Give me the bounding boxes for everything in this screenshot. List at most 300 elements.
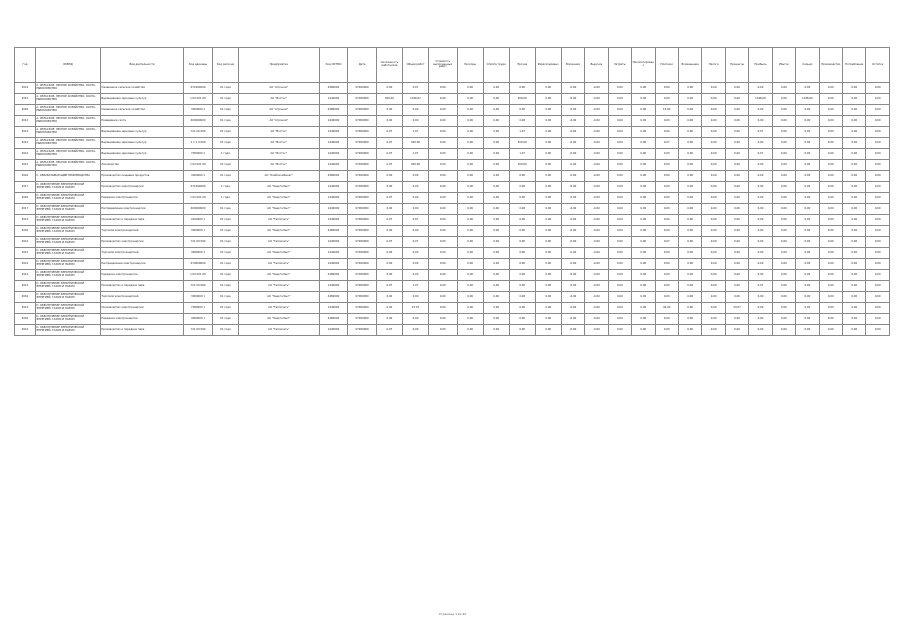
table-cell: А. СЕЛЬСКОЕ, ЛЕСНОЕ ХОЗЯЙСТВО, ОХОТА, РЫБОЛОВСТВО xyxy=(35,127,100,138)
table-cell: 0,00 xyxy=(608,171,631,182)
table-cell: 0,00 xyxy=(796,292,819,303)
table-cell: 1198,07 xyxy=(402,94,428,105)
table-cell: А. СЕЛЬСКОЕ, ЛЕСНОЕ ХОЗЯЙСТВО, ОХОТА, РЫБОЛОВСТВО xyxy=(35,160,100,171)
table-cell: 0,00 xyxy=(376,83,402,94)
table-cell: 4480000 xyxy=(319,314,348,325)
table-cell: 2012 xyxy=(15,325,36,336)
table-cell: 1,07 xyxy=(509,149,535,160)
table-cell: 1 года xyxy=(212,182,238,193)
table-cell: Производство и передача пара xyxy=(100,281,183,292)
table-cell: 0,00 xyxy=(535,94,561,105)
table-row xyxy=(15,226,890,237)
table-cell: 1440000 xyxy=(319,138,348,149)
column-header: Предприятие xyxy=(238,48,319,83)
table-cell: 0,00 xyxy=(632,182,655,193)
table-cell: 0,00 xyxy=(725,325,748,336)
table-cell: АО "Хлебокомбинат" xyxy=(238,171,319,182)
table-cell: 0,00 xyxy=(819,292,842,303)
table-cell: 0,00 xyxy=(457,127,483,138)
table-cell: 0,00 xyxy=(796,226,819,237)
table-cell: 07000000 xyxy=(348,171,377,182)
table-cell: 0,07 xyxy=(655,237,678,248)
table-cell: 4480000 xyxy=(319,83,348,94)
table-row xyxy=(15,237,890,248)
column-header: Объем работ xyxy=(402,48,428,83)
table-cell: 0,00 xyxy=(725,127,748,138)
table-cell: 0,00 xyxy=(457,149,483,160)
table-cell: 2014 xyxy=(15,270,36,281)
table-cell: АО "Теплосеть" xyxy=(238,259,319,270)
table-cell: 0,00 xyxy=(843,182,866,193)
table-cell: 0,00 xyxy=(819,193,842,204)
table-cell: Производство и передача пара xyxy=(100,325,183,336)
table-cell: 0,00 xyxy=(655,248,678,259)
table-cell: 1198,00 xyxy=(749,94,772,105)
table-cell: 0,00 xyxy=(702,325,725,336)
table-cell: 0,00 xyxy=(428,237,457,248)
table-cell: 07000000 xyxy=(348,226,377,237)
table-cell: 0,00 xyxy=(678,292,701,303)
table-cell: 0,00 xyxy=(796,127,819,138)
table-cell: 0,00 xyxy=(509,105,535,116)
table-cell: 0,07 xyxy=(749,127,772,138)
table-cell: 0,00 xyxy=(772,325,795,336)
table-cell: 0,07 xyxy=(376,325,402,336)
table-cell: 0,00 xyxy=(632,248,655,259)
table-cell: 0,00 xyxy=(428,83,457,94)
table-cell: 0,00 xyxy=(772,138,795,149)
table-cell: 0,00 xyxy=(843,171,866,182)
table-cell: 0,00 xyxy=(772,215,795,226)
table-cell: 0,00 xyxy=(749,83,772,94)
column-header: Код единицы xyxy=(184,48,213,83)
table-cell: 0,00 xyxy=(819,259,842,270)
table-cell: 0,00 xyxy=(725,94,748,105)
column-header: Прибыль xyxy=(749,48,772,83)
table-cell: 01 года xyxy=(212,292,238,303)
table-cell: 0,00 xyxy=(819,171,842,182)
table-cell: 0,00 xyxy=(608,292,631,303)
table-cell: 0,00 xyxy=(749,237,772,248)
column-header: Оплата труда xyxy=(483,48,509,83)
table-cell: 07000000 xyxy=(348,237,377,248)
table-cell: АО "Восток" xyxy=(238,149,319,160)
table-cell: 2012 xyxy=(15,138,36,149)
table-cell: АО "Энергосбыт" xyxy=(238,292,319,303)
table-cell: -0,00 xyxy=(561,182,584,193)
table-cell: 4000000 1 xyxy=(184,248,213,259)
table-cell: А. СЕЛЬСКОЕ, ЛЕСНОЕ ХОЗЯЙСТВО, ОХОТА, РЫБОЛОВСТВО xyxy=(35,138,100,149)
table-cell: 0,00 xyxy=(796,259,819,270)
table-cell: 0,00 xyxy=(402,171,428,182)
table-cell: D. ОБЕСПЕЧЕНИЕ ЭЛЕКТРИЧЕСКОЙ ЭНЕРГИЕЙ, ГАЗОМ И ПАРОМ xyxy=(35,226,100,237)
column-header: Производство xyxy=(819,48,842,83)
column-header: Убыток xyxy=(772,48,795,83)
table-cell: 0,00 xyxy=(402,193,428,204)
table-cell: 0,00 xyxy=(725,248,748,259)
column-header: Возмещение xyxy=(678,48,701,83)
table-cell: АО "Энергосбыт" xyxy=(238,248,319,259)
table-cell: 0,00 xyxy=(819,105,842,116)
table-cell: 400000000 xyxy=(184,204,213,215)
column-header: Численность работников xyxy=(376,48,402,83)
table-row xyxy=(15,138,890,149)
table-cell: -0,00 xyxy=(585,138,608,149)
table-cell: 0,00 xyxy=(608,149,631,160)
table-cell: 0,00 xyxy=(796,149,819,160)
table-cell: АО "Теплосеть" xyxy=(238,215,319,226)
table-cell: 0,00 xyxy=(457,270,483,281)
table-cell: 0,00 xyxy=(402,314,428,325)
table-cell: 0,00 xyxy=(678,193,701,204)
table-cell: 01 года xyxy=(212,160,238,171)
table-cell: 0,00 xyxy=(428,248,457,259)
table-cell: 0,00 xyxy=(866,138,890,149)
table-cell: 0,00 xyxy=(655,171,678,182)
table-cell: Производство электроэнергии xyxy=(100,303,183,314)
table-cell: 0,00 xyxy=(608,259,631,270)
table-cell: А. СЕЛЬСКОЕ, ЛЕСНОЕ ХОЗЯЙСТВО, ОХОТА, РЫБОЛОВСТВО xyxy=(35,83,100,94)
table-cell: АО "Энергосбыт" xyxy=(238,270,319,281)
table-cell: 0,00 xyxy=(632,292,655,303)
table-cell: 0,00 xyxy=(428,138,457,149)
table-cell: 1,07 xyxy=(402,149,428,160)
table-row xyxy=(15,83,890,94)
table-cell: 0,00 xyxy=(483,270,509,281)
table-cell: 0,00 xyxy=(772,314,795,325)
table-cell: АО "Восток" xyxy=(238,138,319,149)
table-cell: 0,00 xyxy=(428,226,457,237)
table-cell: А. СЕЛЬСКОЕ, ЛЕСНОЕ ХОЗЯЙСТВО, ОХОТА, РЫБОЛОВСТВО xyxy=(35,116,100,127)
table-cell: -0,00 xyxy=(585,149,608,160)
table-cell: 0,07 xyxy=(376,193,402,204)
table-cell: 0,00 xyxy=(678,94,701,105)
table-cell: 0,00 xyxy=(702,303,725,314)
table-cell: 0,00 xyxy=(457,259,483,270)
table-cell: 07000000 xyxy=(348,314,377,325)
table-cell: 0,07 xyxy=(376,237,402,248)
table-cell: 0,00 xyxy=(655,204,678,215)
table-cell: 0,07 xyxy=(376,281,402,292)
table-cell: 07000000 xyxy=(348,193,377,204)
table-cell: 0,00 xyxy=(866,259,890,270)
table-cell: 0100000 1 xyxy=(184,215,213,226)
table-cell: 0,00 xyxy=(376,182,402,193)
table-cell: 3004000 1 xyxy=(184,171,213,182)
table-cell: 2012 xyxy=(15,259,36,270)
table-cell: 0,00 xyxy=(843,292,866,303)
table-cell: 01 года xyxy=(212,226,238,237)
table-cell: 0,00 xyxy=(428,149,457,160)
table-cell: 0,00 xyxy=(402,204,428,215)
table-cell: 0,00 xyxy=(702,149,725,160)
table-cell: 0,00 xyxy=(702,171,725,182)
column-header: Вложения xyxy=(561,48,584,83)
table-cell: 1 года xyxy=(212,149,238,160)
table-cell: 0,00 xyxy=(632,193,655,204)
table-cell: 2012 xyxy=(15,116,36,127)
table-cell: 0,00 xyxy=(772,281,795,292)
table-cell: 0,00 xyxy=(535,270,561,281)
table-cell: 0,00 xyxy=(655,292,678,303)
table-cell: 2012 xyxy=(15,248,36,259)
table-cell: 4480000 xyxy=(319,270,348,281)
table-cell: Выращивание зерновых культур xyxy=(100,127,183,138)
table-cell: 0,00 xyxy=(608,248,631,259)
table-cell: 0,00 xyxy=(655,281,678,292)
table-cell: Y21 00 000 xyxy=(184,237,213,248)
table-cell: 0,00 xyxy=(678,248,701,259)
table-cell: 0,07 xyxy=(376,127,402,138)
table-cell: U12 001 00 xyxy=(184,193,213,204)
table-cell: Распределение электроэнергии xyxy=(100,259,183,270)
table-cell: -0,00 xyxy=(585,160,608,171)
table-cell: 07000000 xyxy=(348,248,377,259)
table-cell: 0,00 xyxy=(632,204,655,215)
table-cell: 0,00 xyxy=(866,270,890,281)
table-cell: 0,00 xyxy=(457,193,483,204)
table-cell: 0,00 xyxy=(866,226,890,237)
table-cell: D. ОБЕСПЕЧЕНИЕ ЭЛЕКТРИЧЕСКОЙ ЭНЕРГИЕЙ, ГАЗОМ И ПАРОМ xyxy=(35,270,100,281)
table-cell: 0,00 xyxy=(772,171,795,182)
table-cell: 0,00 xyxy=(866,193,890,204)
table-cell: 0,00 xyxy=(702,160,725,171)
column-header: Затраты xyxy=(608,48,631,83)
table-cell: 0,00 xyxy=(509,292,535,303)
table-cell: АО "Агроном" xyxy=(238,83,319,94)
table-cell: 0,00 xyxy=(483,303,509,314)
table-cell: 0,00 xyxy=(796,270,819,281)
table-cell: 0,00 xyxy=(457,204,483,215)
column-header: Вид деятельности xyxy=(100,48,183,83)
table-cell: 0,00 xyxy=(608,116,631,127)
table-cell: 01 года xyxy=(212,237,238,248)
table-row xyxy=(15,105,890,116)
table-cell: 1440000 xyxy=(319,94,348,105)
table-cell: 0,00 xyxy=(483,292,509,303)
column-header: Выручка xyxy=(585,48,608,83)
table-cell: 0,00 xyxy=(678,149,701,160)
table-cell: 0,00 xyxy=(457,314,483,325)
table-row xyxy=(15,193,890,204)
table-cell: Y21 00 000 xyxy=(184,281,213,292)
table-cell: 0,00 xyxy=(819,149,842,160)
table-cell: 0,00 xyxy=(819,325,842,336)
table-cell: 0,00 xyxy=(819,94,842,105)
table-cell: 0,07 xyxy=(376,215,402,226)
table-cell: -0,00 xyxy=(561,193,584,204)
table-cell: -0,00 xyxy=(561,127,584,138)
table-cell: 0,00 xyxy=(702,105,725,116)
table-cell: 0,00 xyxy=(678,182,701,193)
table-cell: 0,00 xyxy=(376,171,402,182)
table-cell: 0,00 xyxy=(376,116,402,127)
table-cell: 0,00 xyxy=(632,105,655,116)
table-cell: 2012 xyxy=(15,149,36,160)
table-cell: 0,00 xyxy=(866,292,890,303)
table-cell: 2012 xyxy=(15,281,36,292)
table-cell: 0,00 xyxy=(428,94,457,105)
table-cell: -0,00 xyxy=(585,325,608,336)
table-row xyxy=(15,248,890,259)
table-cell: 0,00 xyxy=(428,259,457,270)
table-cell: 0,00 xyxy=(725,105,748,116)
table-cell: 0,00 xyxy=(509,270,535,281)
table-cell: 07000000 xyxy=(348,83,377,94)
table-cell: -0,00 xyxy=(585,182,608,193)
table-cell: 0,00 xyxy=(796,116,819,127)
table-cell: АО "Агроном" xyxy=(238,116,319,127)
table-cell: 07000000 xyxy=(348,270,377,281)
table-cell: 0,00 xyxy=(678,215,701,226)
table-cell: 0,00 xyxy=(608,215,631,226)
table-cell: 0,00 xyxy=(772,237,795,248)
table-cell: 0,00 xyxy=(796,303,819,314)
table-cell: -0,00 xyxy=(585,127,608,138)
table-cell: 0,00 xyxy=(608,325,631,336)
table-cell: 0,00 xyxy=(843,215,866,226)
table-cell: 0,00 xyxy=(457,237,483,248)
table-cell: 0,00 xyxy=(509,259,535,270)
table-cell: 0,00 xyxy=(796,314,819,325)
table-cell: -0,00 xyxy=(585,292,608,303)
table-cell: 0,00 xyxy=(702,193,725,204)
table-cell: АО "Агроном" xyxy=(238,105,319,116)
table-cell: -0,00 xyxy=(561,105,584,116)
table-cell: 0,00 xyxy=(632,215,655,226)
column-header: Платежи xyxy=(655,48,678,83)
table-cell: 0,00 xyxy=(678,127,701,138)
table-cell: 0,00 xyxy=(632,226,655,237)
table-cell: 0,00 xyxy=(725,138,748,149)
table-cell: 2016 xyxy=(15,314,36,325)
table-cell: 0,00 xyxy=(457,116,483,127)
table-cell: Производство электроэнергии xyxy=(100,237,183,248)
table-cell: 0,00 xyxy=(702,83,725,94)
table-cell: 0,00 xyxy=(843,127,866,138)
column-header: Год xyxy=(15,48,36,83)
table-cell: D. ОБЕСПЕЧЕНИЕ ЭЛЕКТРИЧЕСКОЙ ЭНЕРГИЕЙ, ГАЗОМ И ПАРОМ xyxy=(35,325,100,336)
table-cell: 0,00 xyxy=(772,226,795,237)
table-cell: 07000000 xyxy=(348,105,377,116)
table-cell: 0,00 xyxy=(376,204,402,215)
table-cell: -0,00 xyxy=(561,149,584,160)
table-cell: 0,00 xyxy=(483,226,509,237)
table-cell: 300,00 xyxy=(509,94,535,105)
table-cell: 0,00 xyxy=(655,83,678,94)
table-cell: 0,00 xyxy=(843,281,866,292)
table-cell: 07000000 xyxy=(348,303,377,314)
table-cell: 36,00 xyxy=(655,303,678,314)
table-cell: 0,00 xyxy=(702,138,725,149)
table-cell: 0,00 xyxy=(678,138,701,149)
table-cell: -0,00 xyxy=(561,248,584,259)
table-cell: 2017 xyxy=(15,182,36,193)
table-cell: 0,00 xyxy=(428,204,457,215)
table-cell: 071004000 xyxy=(184,182,213,193)
table-cell: 07000000 xyxy=(348,259,377,270)
table-row xyxy=(15,94,890,105)
table-cell: 0,00 xyxy=(655,314,678,325)
table-cell: 0,00 xyxy=(678,171,701,182)
table-cell: 0,00 xyxy=(843,204,866,215)
table-cell: 0,00 xyxy=(608,281,631,292)
table-cell: 0,00 xyxy=(702,237,725,248)
table-cell: 01 года xyxy=(212,171,238,182)
table-cell: 01 года xyxy=(212,303,238,314)
table-cell: 4480000 xyxy=(319,226,348,237)
table-cell: 0,00 xyxy=(866,160,890,171)
table-cell: Производство и передача пара xyxy=(100,215,183,226)
table-cell: 1,07 xyxy=(402,281,428,292)
table-cell: -0,00 xyxy=(585,270,608,281)
table-cell: 0,00 xyxy=(702,116,725,127)
table-cell: 0,00 xyxy=(483,237,509,248)
table-cell: 0,00 xyxy=(843,270,866,281)
table-cell: 0,00 xyxy=(796,182,819,193)
table-cell: 0,07 xyxy=(402,237,428,248)
table-cell: 0,00 xyxy=(376,259,402,270)
table-row xyxy=(15,292,890,303)
table-cell: 0,00 xyxy=(535,138,561,149)
table-cell: 0,00 xyxy=(457,325,483,336)
table-cell: 15,00 xyxy=(655,105,678,116)
table-cell: -0,00 xyxy=(585,281,608,292)
table-cell: -0,00 xyxy=(585,116,608,127)
table-cell: 0,00 xyxy=(655,127,678,138)
table-cell: Торговля электроэнергией xyxy=(100,248,183,259)
table-cell: Выращивание зерновых культур xyxy=(100,149,183,160)
table-cell: 0,00 xyxy=(376,292,402,303)
table-cell: 0,00 xyxy=(428,116,457,127)
table-cell: 0,00 xyxy=(725,270,748,281)
table-cell: 0,00 xyxy=(509,171,535,182)
table-cell: 0,00 xyxy=(509,83,535,94)
table-cell: D. ОБЕСПЕЧЕНИЕ ЭЛЕКТРИЧЕСКОЙ ЭНЕРГИЕЙ, ГАЗОМ И ПАРОМ xyxy=(35,281,100,292)
table-cell: А. СЕЛЬСКОЕ, ЛЕСНОЕ ХОЗЯЙСТВО, ОХОТА, РЫБОЛОВСТВО xyxy=(35,105,100,116)
table-cell: 0,00 xyxy=(655,270,678,281)
table-cell: 3004000 1 xyxy=(184,105,213,116)
table-cell: 0,00 xyxy=(678,105,701,116)
table-cell: АО "Теплосеть" xyxy=(238,281,319,292)
table-cell: 07000000 xyxy=(348,138,377,149)
table-cell: 1 1 1 0 000 xyxy=(184,138,213,149)
table-cell: 0,00 xyxy=(702,292,725,303)
table-cell: U12 001 00 xyxy=(184,94,213,105)
table-cell: 1440000 xyxy=(319,248,348,259)
table-cell: 0,00 xyxy=(749,248,772,259)
table-cell: 0,00 xyxy=(866,204,890,215)
table-cell: 300,00 xyxy=(402,138,428,149)
table-cell: 0,00 xyxy=(702,127,725,138)
table-cell: 0,00 xyxy=(655,149,678,160)
table-cell: 0,00 xyxy=(843,325,866,336)
table-cell: 0,00 xyxy=(655,182,678,193)
table-cell: 0,00 xyxy=(702,248,725,259)
table-cell: 0,00 xyxy=(402,226,428,237)
table-cell: 01 года xyxy=(212,325,238,336)
table-cell: 0,00 xyxy=(772,259,795,270)
table-row xyxy=(15,215,890,226)
table-cell: 0,00 xyxy=(428,292,457,303)
table-cell: 1440000 xyxy=(319,204,348,215)
table-cell: 0,00 xyxy=(702,270,725,281)
table-cell: 0,00 xyxy=(866,105,890,116)
table-cell: 0,00 xyxy=(749,259,772,270)
table-cell: 0,00 xyxy=(632,259,655,270)
table-cell: 0,00 xyxy=(457,138,483,149)
table-cell: 0,00 xyxy=(725,237,748,248)
